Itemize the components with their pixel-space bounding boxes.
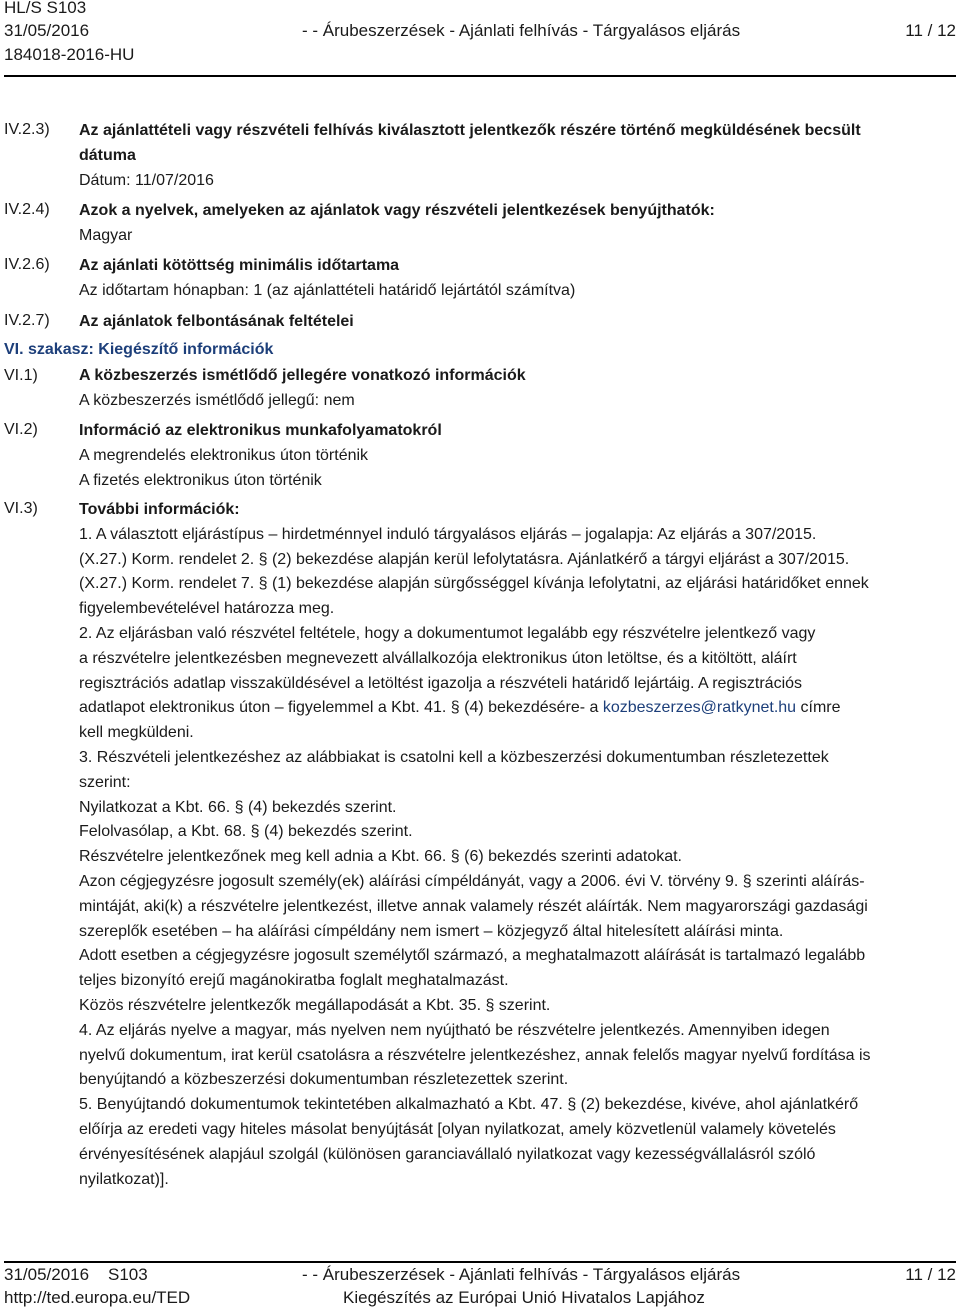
section-num-iv-2-4: IV.2.4): [4, 201, 50, 218]
section-num-vi-1: VI.1): [4, 367, 38, 384]
footer-date: 31/05/2016: [4, 1265, 90, 1284]
text-line: Nyilatkozat a Kbt. 66. § (4) bekezdés szerint.: [79, 798, 397, 816]
page-footer: [0, 1265, 960, 1311]
section-num-vi-2: VI.2): [4, 421, 38, 438]
text-line: 3. Részvételi jelentkezéshez az alábbiakat is csatolni kell a közbeszerzési dokumentumban részletezettek: [79, 748, 829, 766]
header-page: 11 / 12: [905, 21, 956, 40]
section-num-iv-2-6: IV.2.6): [4, 256, 50, 273]
section-value: Magyar: [79, 226, 133, 244]
header-date: 31/05/2016: [4, 21, 90, 40]
text-line: szereplők esetében – ha aláírási címpéldány nem ismert – közjegyző által hitelesített aláírási minta.: [79, 922, 784, 940]
text-line: Azon cégjegyzésre jogosult személy(ek) aláírási címpéldányát, vagy a 2006. évi V. törvény 9. § szerinti aláírás-: [79, 872, 865, 890]
section-iv-2-3: [79, 119, 956, 193]
text-line: érvényesítésének alapjául szolgál (különösen garanciavállaló nyilatkozat vagy kezességvállalásról szóló: [79, 1145, 816, 1163]
text-line: benyújtandó a közbeszerzési dokumentumban részletezettek szerint.: [79, 1071, 569, 1089]
page-header: [0, 0, 960, 82]
section-heading: Információ az elektronikus munkafolyamatokról: [79, 422, 442, 439]
text-line: (X.27.) Korm. rendelet 2. § (2) bekezdése alapján kerül lefolytatásra. Ajánlatkérő a tárgyi eljárást a 307/2015.: [79, 550, 850, 568]
header-divider: [4, 75, 956, 77]
text-line: a részvételre jelentkezésben megnevezett alvállalkozója elektronikus úton letöltse, és a kitöltött, aláírt: [79, 649, 797, 667]
doc-id: HL/S S103: [4, 0, 87, 17]
text-line: Adott esetben a cégjegyzésre jogosult személytől származó, a meghatalmazott aláírását is tartalmazó legalább: [79, 947, 866, 965]
section-heading: Az ajánlattételi vagy részvételi felhívás kiválasztott jelentkezők részére történő megküldésének becsült: [79, 122, 861, 139]
section-heading-cont: dátuma: [79, 146, 136, 164]
text-line: szerint:: [79, 773, 131, 791]
section-heading: Az ajánlati kötöttség minimális időtartama: [79, 257, 400, 274]
text-line: kell megküldeni.: [79, 724, 194, 742]
section-iv-2-6: [79, 254, 956, 304]
section-num-iv-2-3: IV.2.3): [4, 121, 50, 138]
text-line-with-email: [79, 696, 956, 721]
header-title: - - Árubeszerzések - Ajánlati felhívás - Tárgyalásos eljárás: [302, 21, 741, 40]
section-heading: Azok a nyelvek, amelyeken az ajánlatok vagy részvételi jelentkezések benyújthatók:: [79, 202, 715, 219]
footer-title: - - Árubeszerzések - Ajánlati felhívás - Tárgyalásos eljárás: [302, 1265, 741, 1284]
section-heading: A közbeszerzés ismétlődő jellegére vonatkozó információk: [79, 367, 526, 384]
section-iv-2-7: [79, 310, 956, 335]
section-iv-2-4: [79, 199, 956, 249]
section-title-vi: VI. szakasz: Kiegészítő információk: [4, 341, 274, 358]
text-line: nyelvű dokumentum, irat kerül csatolásra a részvételre jelentkezéshez, annak felelős magyar nyelvű fordítása is: [79, 1046, 871, 1064]
text-line: 4. Az eljárás nyelve a magyar, más nyelven nem nyújtható be részvételre jelentkezés. Amennyiben idegen: [79, 1021, 830, 1039]
text-line: figyelembevételével határozza meg.: [79, 600, 335, 618]
section-value: A fizetés elektronikus úton történik: [79, 471, 322, 489]
email-suffix: címre: [800, 699, 841, 717]
text-line: mintáját, aki(k) a részvételre jelentkezést, illetve annak valamely részét aláírták. Nem magyarországi gazdasági: [79, 897, 868, 915]
footer-page: 11 / 12: [905, 1265, 956, 1284]
section-value: A közbeszerzés ismétlődő jellegű: nem: [79, 391, 355, 409]
footer-url[interactable]: http://ted.europa.eu/TED: [4, 1288, 191, 1307]
footer-divider: [4, 1261, 956, 1263]
text-line: regisztrációs adatlap visszaküldésével a letöltést igazolja a részvételi határidő lejártáig. A regisztrációs: [79, 674, 803, 692]
text-line: (X.27.) Korm. rendelet 7. § (1) bekezdése alapján sürgősséggel kívánja lefolytatni, az eljárási határidőket ennek: [79, 575, 869, 593]
section-vi-1: [79, 364, 956, 414]
section-num-iv-2-7: IV.2.7): [4, 312, 50, 329]
section-vi-3: [79, 498, 956, 1192]
text-line: adatlapot elektronikus úton – figyelemmel a Kbt. 41. § (4) bekezdésére- a: [79, 699, 599, 717]
header-ref: 184018-2016-HU: [4, 45, 135, 64]
text-line: 1. A választott eljárástípus – hirdetménnyel induló tárgyalásos eljárás – jogalapja: Az eljárás a 307/2015.: [79, 525, 817, 543]
footer-date-code: [4, 1265, 148, 1285]
footer-code: S103: [108, 1265, 148, 1284]
text-line: 5. Benyújtandó dokumentumok tekintetében alkalmazható a Kbt. 47. § (2) bekezdése, kivéve, ahol ajánlatkérő: [79, 1096, 859, 1114]
section-heading: Az ajánlatok felbontásának feltételei: [79, 313, 354, 330]
text-line: Közös részvételre jelentkezők megállapodását a Kbt. 35. § szerint.: [79, 996, 551, 1014]
section-num-vi-3: VI.3): [4, 500, 38, 517]
text-line: Részvételre jelentkezőnek meg kell adnia a Kbt. 66. § (6) bekezdés szerinti adatokat.: [79, 848, 682, 866]
footer-publisher: Kiegészítés az Európai Unió Hivatalos Lapjához: [343, 1288, 705, 1307]
text-line: teljes bizonyító erejű magánokiratba foglalt meghatalmazást.: [79, 972, 509, 990]
section-value: Dátum: 11/07/2016: [79, 171, 214, 189]
email-link[interactable]: kozbeszerzes@ratkynet.hu: [602, 699, 797, 717]
section-heading: További információk:: [79, 501, 240, 518]
section-value: Az időtartam hónapban: 1 (az ajánlattételi határidő lejártától számítva): [79, 281, 576, 299]
text-line: nyilatkozat)].: [79, 1170, 169, 1188]
text-line: 2. Az eljárásban való részvétel feltétele, hogy a dokumentumot legalább egy részvételre jelentkező vagy: [79, 624, 816, 642]
section-vi-2: [79, 419, 956, 493]
text-line: előírja az eredeti vagy hiteles másolat benyújtását [olyan nyilatkozat, amely közvetlenül valamely követelés: [79, 1120, 836, 1138]
text-line: Felolvasólap, a Kbt. 68. § (4) bekezdés szerint.: [79, 823, 413, 841]
section-value: A megrendelés elektronikus úton történik: [79, 446, 369, 464]
